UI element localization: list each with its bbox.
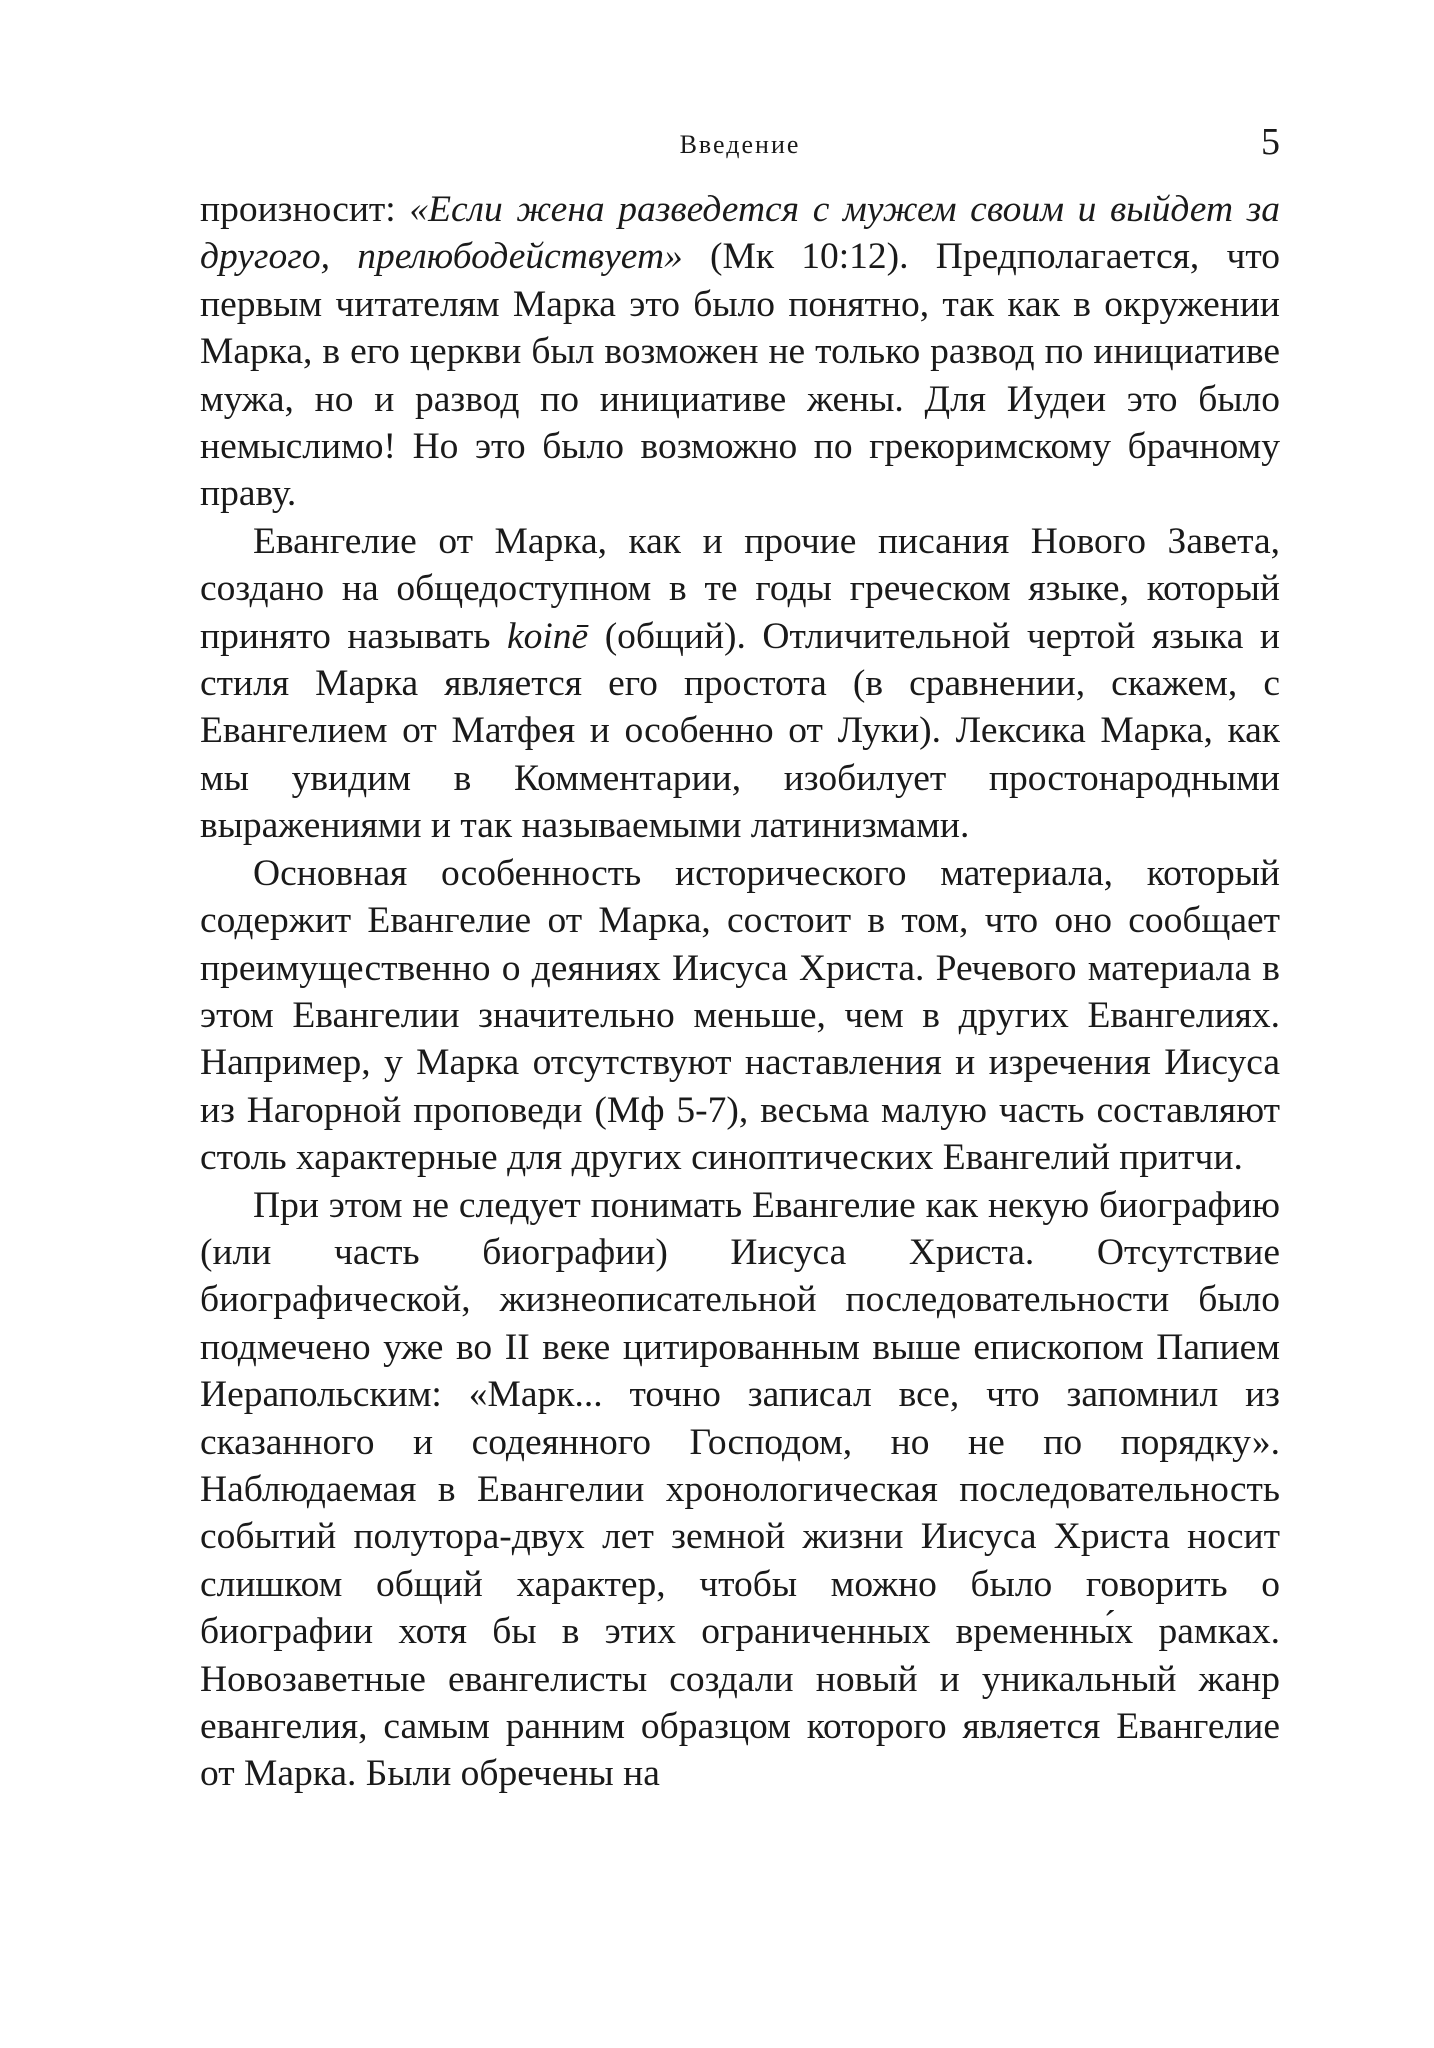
text-run: (Мк 10:12). Предполагается, что первым читателям Марка это было понятно, так как в окружении Марка, в его церкви был возможен не только развод по инициативе мужа, но и развод по инициативе жены. Для Иудеи это было немыслимо! Но это было возможно по грекоримскому брачному праву. bbox=[200, 236, 1280, 515]
paragraph-4 bbox=[200, 1182, 1280, 1798]
running-head bbox=[200, 122, 1280, 162]
text-run: Основная особенность исторического материала, который содержит Евангелие от Марка, состоит в том, что оно сообщает преимущественно о деяниях Иисуса Христа. Речевого материала в этом Евангелии значительно меньше, чем в других Евангелиях. Например, у Марка отсутствуют наставления и изречения Иисуса из Нагорной проповеди (Мф 5-7), весьма малую часть составляют столь характерные для других синоптических Евангелий притчи. bbox=[200, 852, 1280, 1179]
italic-term: koinē bbox=[506, 615, 589, 657]
paragraph-1 bbox=[200, 186, 1280, 518]
text-run: произносит: bbox=[200, 189, 410, 230]
running-title: Введение bbox=[679, 130, 801, 159]
paragraph-2 bbox=[200, 518, 1280, 850]
text-run: При этом не следует понимать Евангелие как некую биографию (или часть биографии) Иисуса Христа. Отсутствие биографической, жизнеописательной последовательности было подмечено уже во II веке цитированным выше епископом Папием Иерапольским: «Марк... точно записал все, что запомнил из сказанного и содеянного Господом, но не по порядку». Наблюдаемая в Евангелии хронологическая последовательность событий полутора-двух лет земной жизни Иисуса Христа носит слишком общий характер, чтобы можно было говорить о биографии хотя бы в этих ограниченных временны́х рамках. Новозаветные евангелисты создали новый и уникальный жанр евангелия, самым ранним образцом которого является Евангелие от Марка. Были обречены на bbox=[200, 1184, 1280, 1795]
text-run: (общий). Отличительной чертой языка и стиля Марка является его простота (в сравнении, скажем, с Евангелием от Матфея и особенно от Луки). Лексика Марка, как мы увидим в Комментарии, изобилует простонародными выражениями и так называемыми латинизмами. bbox=[200, 615, 1280, 847]
text-run: Евангелие от Марка, как и прочие писания Нового Завета, создано на общедоступном в те годы греческом языке, который принято называть bbox=[200, 520, 1280, 657]
page-number: 5 bbox=[1261, 121, 1280, 163]
body-text bbox=[200, 186, 1280, 1798]
italic-quote: «Если жена разведется с мужем своим и выйдет за другого, прелюбодействует» bbox=[200, 189, 1280, 278]
paragraph-3 bbox=[200, 850, 1280, 1182]
